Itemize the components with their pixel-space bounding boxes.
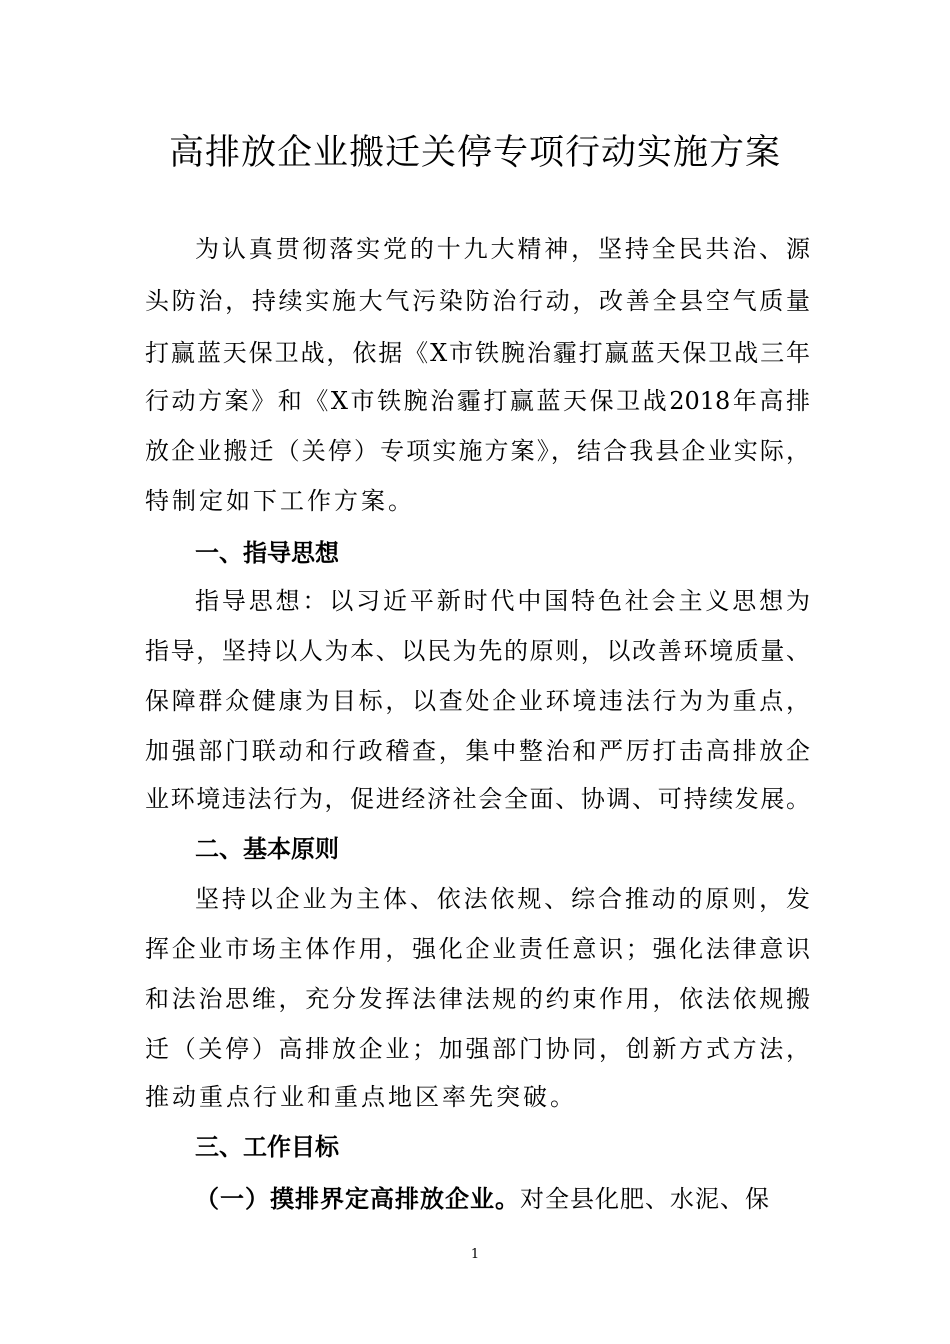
- section-2-line-2: 挥企业市场主体作用，强化企业责任意识；强化法律意识: [145, 935, 810, 963]
- section-2-line-5: 推动重点行业和重点地区率先突破。: [145, 1083, 577, 1111]
- section-2-line-4: 迁（关停）高排放企业；加强部门协同，创新方式方法，: [145, 1035, 810, 1063]
- section-2-line-3: 和法治思维，充分发挥法律法规的约束作用，依法依规搬: [145, 985, 810, 1013]
- intro-line-1: 为认真贯彻落实党的十九大精神，坚持全民共治、源: [195, 235, 810, 263]
- subitem-text: 对全县化肥、水泥、保: [520, 1185, 770, 1213]
- section-1-line-1: 指导思想：以习近平新时代中国特色社会主义思想为: [195, 587, 810, 615]
- section-1-line-4: 加强部门联动和行政稽查，集中整治和严厉打击高排放企: [145, 737, 810, 765]
- section-3-subitem: [195, 1182, 770, 1216]
- intro-line-6: 特制定如下工作方案。: [145, 487, 415, 515]
- intro-line-2: 头防治，持续实施大气污染防治行动，改善全县空气质量: [145, 287, 810, 315]
- section-1-line-3: 保障群众健康为目标，以查处企业环境违法行为为重点，: [145, 687, 810, 715]
- section-heading-1: 一、指导思想: [195, 539, 339, 567]
- document-title: 高排放企业搬迁关停专项行动实施方案: [168, 133, 781, 173]
- section-heading-3: 三、工作目标: [195, 1133, 339, 1161]
- page-number: 1: [470, 1247, 480, 1262]
- intro-line-4: 行动方案》和《X市铁腕治霾打赢蓝天保卫战2018年高排: [145, 387, 810, 415]
- subitem-lead: （一）摸排界定高排放企业。: [195, 1185, 520, 1213]
- intro-line-5: 放企业搬迁（关停）专项实施方案》，结合我县企业实际，: [145, 437, 810, 465]
- section-heading-2: 二、基本原则: [195, 835, 339, 863]
- intro-line-3: 打赢蓝天保卫战，依据《X市铁腕治霾打赢蓝天保卫战三年: [145, 339, 810, 367]
- section-2-line-1: 坚持以企业为主体、依法依规、综合推动的原则，发: [195, 885, 810, 913]
- section-1-line-2: 指导，坚持以人为本、以民为先的原则，以改善环境质量、: [145, 637, 810, 665]
- section-1-line-5: 业环境违法行为，促进经济社会全面、协调、可持续发展。: [145, 785, 810, 813]
